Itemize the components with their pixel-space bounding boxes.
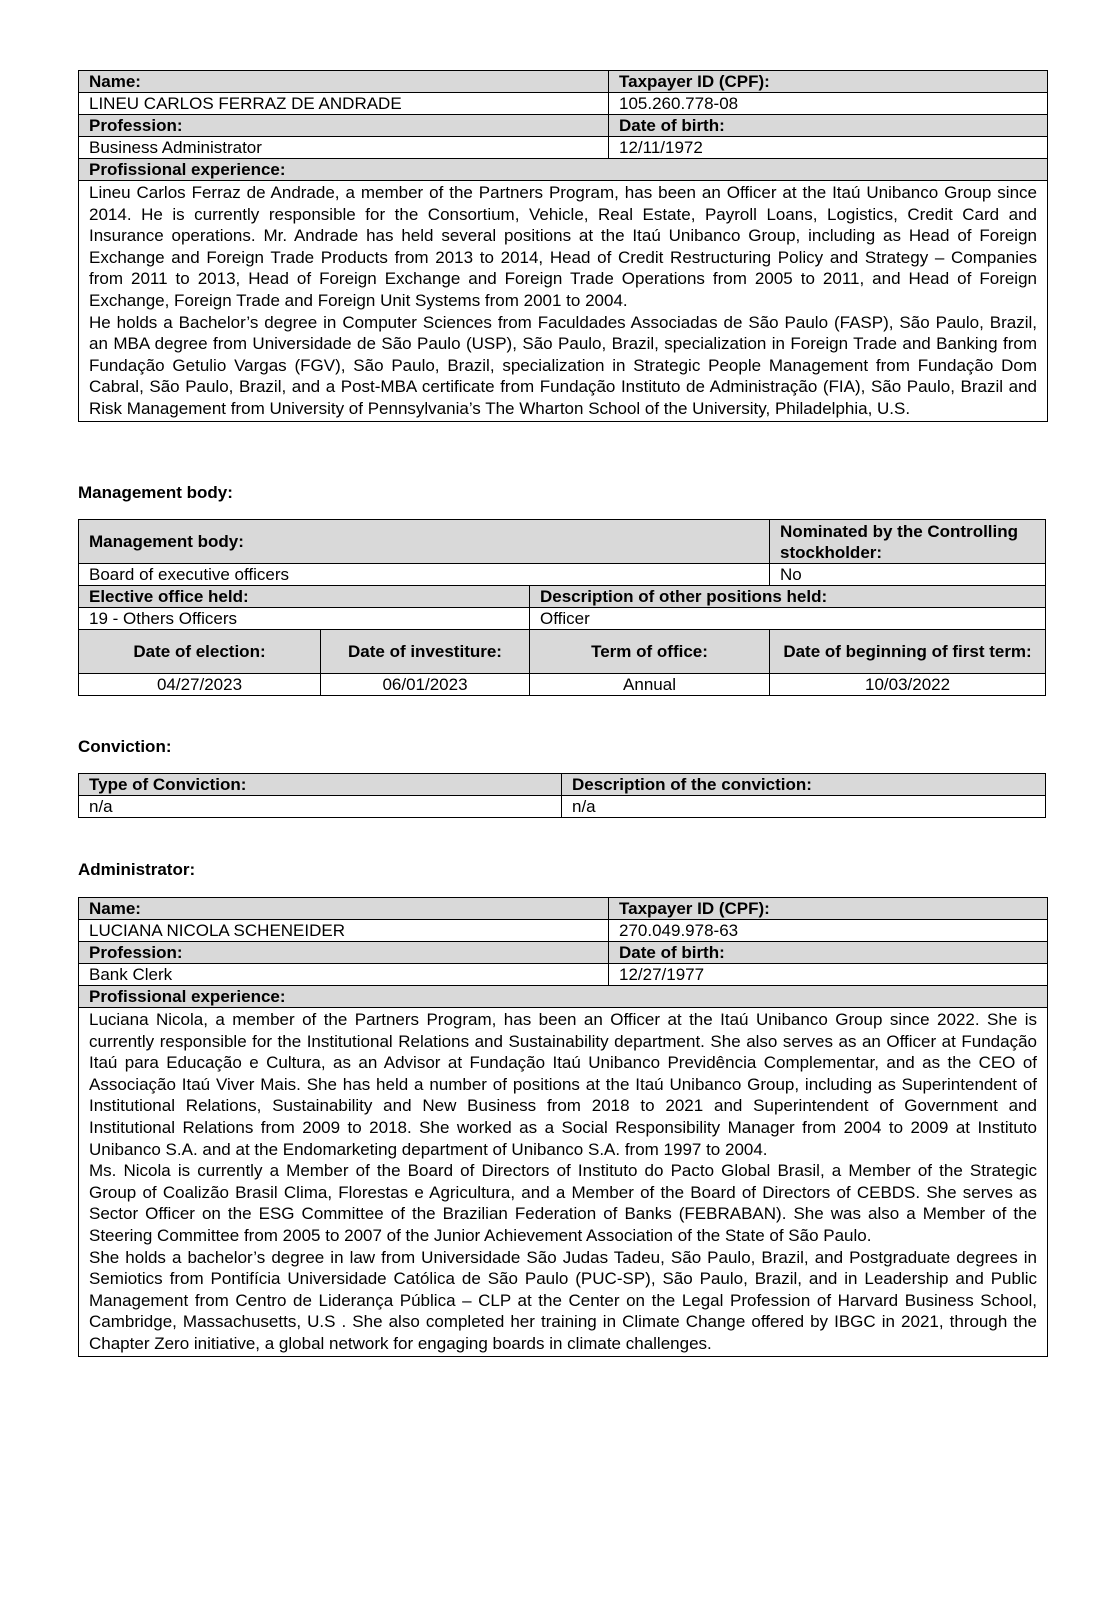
- dob-label: Date of birth:: [609, 942, 1048, 964]
- management-table: [78, 519, 1046, 696]
- conviction-section-title: Conviction:: [78, 737, 172, 756]
- other-positions-label: Description of other positions held:: [530, 586, 1046, 608]
- first-term-value: 10/03/2022: [770, 674, 1046, 696]
- conviction-description-value: n/a: [562, 796, 1046, 818]
- dob-value: 12/27/1977: [609, 964, 1048, 986]
- cpf-value: 105.260.778-08: [609, 93, 1048, 115]
- nominated-value: No: [770, 564, 1046, 586]
- experience-paragraph: He holds a Bachelor’s degree in Computer Sciences from Faculdades Associadas de São Paulo (FASP), São Paulo, Brazil, an MBA degree from Universidade de São Paulo (USP), São Paulo, Brazil, specialization in Foreign Trade and Banking from Fundação Getulio Vargas (FGV), São Paulo, Brazil, specialization in Strategic People Management from Fundação Dom Cabral, São Paulo, Brazil, and a Post-MBA certificate from Fundação Instituto de Administração (FIA), São Paulo, Brazil and Risk Management from University of Pennsylvania’s The Wharton School of the University, Philadelphia, U.S.: [89, 312, 1037, 418]
- experience-label: Profissional experience:: [79, 159, 1048, 181]
- election-date-label: Date of election:: [79, 630, 321, 674]
- experience-paragraph: Luciana Nicola, a member of the Partners Program, has been an Officer at the Itaú Unibanco Group since 2022. She is currently responsible for the Institutional Relations and Sustainability department. She also serves as an Officer at Fundação Itaú para Educação e Cultura, as an Advisor at Fundação Itaú Unibanco Previdência Complementar, and as the CEO of Associação Itaú Viver Mais. She has held a number of positions at the Itaú Unibanco Group, including as Superintendent of Institutional Relations, Sustainability and New Business from 2018 to 2021 and Superintendent of Government and Institutional Relations from 2009 to 2018. She worked as a Social Responsibility Manager from 2004 to 2009 at Instituto Unibanco S.A. and at the Endomarketing department of Unibanco S.A. from 1997 to 2004.: [89, 1010, 1037, 1159]
- profession-value: Business Administrator: [79, 137, 609, 159]
- experience-text: [79, 1008, 1048, 1357]
- administrator-section-title: Administrator:: [78, 860, 196, 879]
- person2-table: [78, 897, 1048, 1357]
- dob-label: Date of birth:: [609, 115, 1048, 137]
- conviction-table: [78, 773, 1046, 818]
- experience-paragraph: She holds a bachelor’s degree in law from Universidade São Judas Tadeu, São Paulo, Brazil, and Postgraduate degrees in Semiotics from Pontifícia Universidade Católica de São Paulo (PUC-SP), São Paulo, Brazil, and in Leadership and Public Management from Centro de Liderança Pública – CLP at the Center on the Legal Profession of Harvard Business School, Cambridge, Massachusetts, U.S . She also completed her training in Climate Change offered by IBGC in 2021, through the Chapter Zero initiative, a global network for engaging boards in climate challenges.: [89, 1247, 1037, 1353]
- other-positions-value: Officer: [530, 608, 1046, 630]
- dob-value: 12/11/1972: [609, 137, 1048, 159]
- term-label: Term of office:: [530, 630, 770, 674]
- name-value: LINEU CARLOS FERRAZ DE ANDRADE: [79, 93, 609, 115]
- conviction-description-label: Description of the conviction:: [562, 774, 1046, 796]
- election-date-value: 04/27/2023: [79, 674, 321, 696]
- experience-label: Profissional experience:: [79, 986, 1048, 1008]
- management-section-title: Management body:: [78, 483, 233, 502]
- name-label: Name:: [79, 898, 609, 920]
- investiture-date-label: Date of investiture:: [321, 630, 530, 674]
- experience-paragraph: Ms. Nicola is currently a Member of the Board of Directors of Instituto do Pacto Global Brasil, a Member of the Strategic Group of Coalizão Brasil Clima, Florestas e Agricultura, and a Member of the Board of Directors of CEBDS. She serves as Sector Officer on the ESG Committee of the Brazilian Federation of Banks (FEBRABAN). She was also a Member of the Steering Committee from 2005 to 2007 of the Junior Achievement Association of the State of São Paulo.: [89, 1161, 1037, 1245]
- management-body-value: Board of executive officers: [79, 564, 770, 586]
- profession-label: Profession:: [79, 115, 609, 137]
- elective-office-label: Elective office held:: [79, 586, 530, 608]
- person1-table: [78, 70, 1048, 422]
- cpf-label: Taxpayer ID (CPF):: [609, 71, 1048, 93]
- name-value: LUCIANA NICOLA SCHENEIDER: [79, 920, 609, 942]
- elective-office-value: 19 - Others Officers: [79, 608, 530, 630]
- experience-text: [79, 181, 1048, 422]
- profession-label: Profession:: [79, 942, 609, 964]
- term-value: Annual: [530, 674, 770, 696]
- cpf-value: 270.049.978-63: [609, 920, 1048, 942]
- management-body-label: Management body:: [79, 520, 770, 564]
- conviction-type-label: Type of Conviction:: [79, 774, 562, 796]
- conviction-type-value: n/a: [79, 796, 562, 818]
- profession-value: Bank Clerk: [79, 964, 609, 986]
- cpf-label: Taxpayer ID (CPF):: [609, 898, 1048, 920]
- first-term-label: Date of beginning of first term:: [770, 630, 1046, 674]
- nominated-label: Nominated by the Controlling stockholder:: [770, 520, 1046, 564]
- experience-paragraph: Lineu Carlos Ferraz de Andrade, a member of the Partners Program, has been an Officer at the Itaú Unibanco Group since 2014. He is currently responsible for the Consortium, Vehicle, Real Estate, Payroll Loans, Logistics, Credit Card and Insurance operations. Mr. Andrade has held several positions at the Itaú Unibanco Group, including as Head of Foreign Exchange and Foreign Trade Products from 2013 to 2014, Head of Credit Restructuring Policy and Strategy – Companies from 2011 to 2013, Head of Foreign Exchange and Foreign Trade Operations from 2005 to 2011, and Head of Foreign Exchange, Foreign Trade and Foreign Unit Systems from 2001 to 2004.: [89, 183, 1037, 310]
- name-label: Name:: [79, 71, 609, 93]
- investiture-date-value: 06/01/2023: [321, 674, 530, 696]
